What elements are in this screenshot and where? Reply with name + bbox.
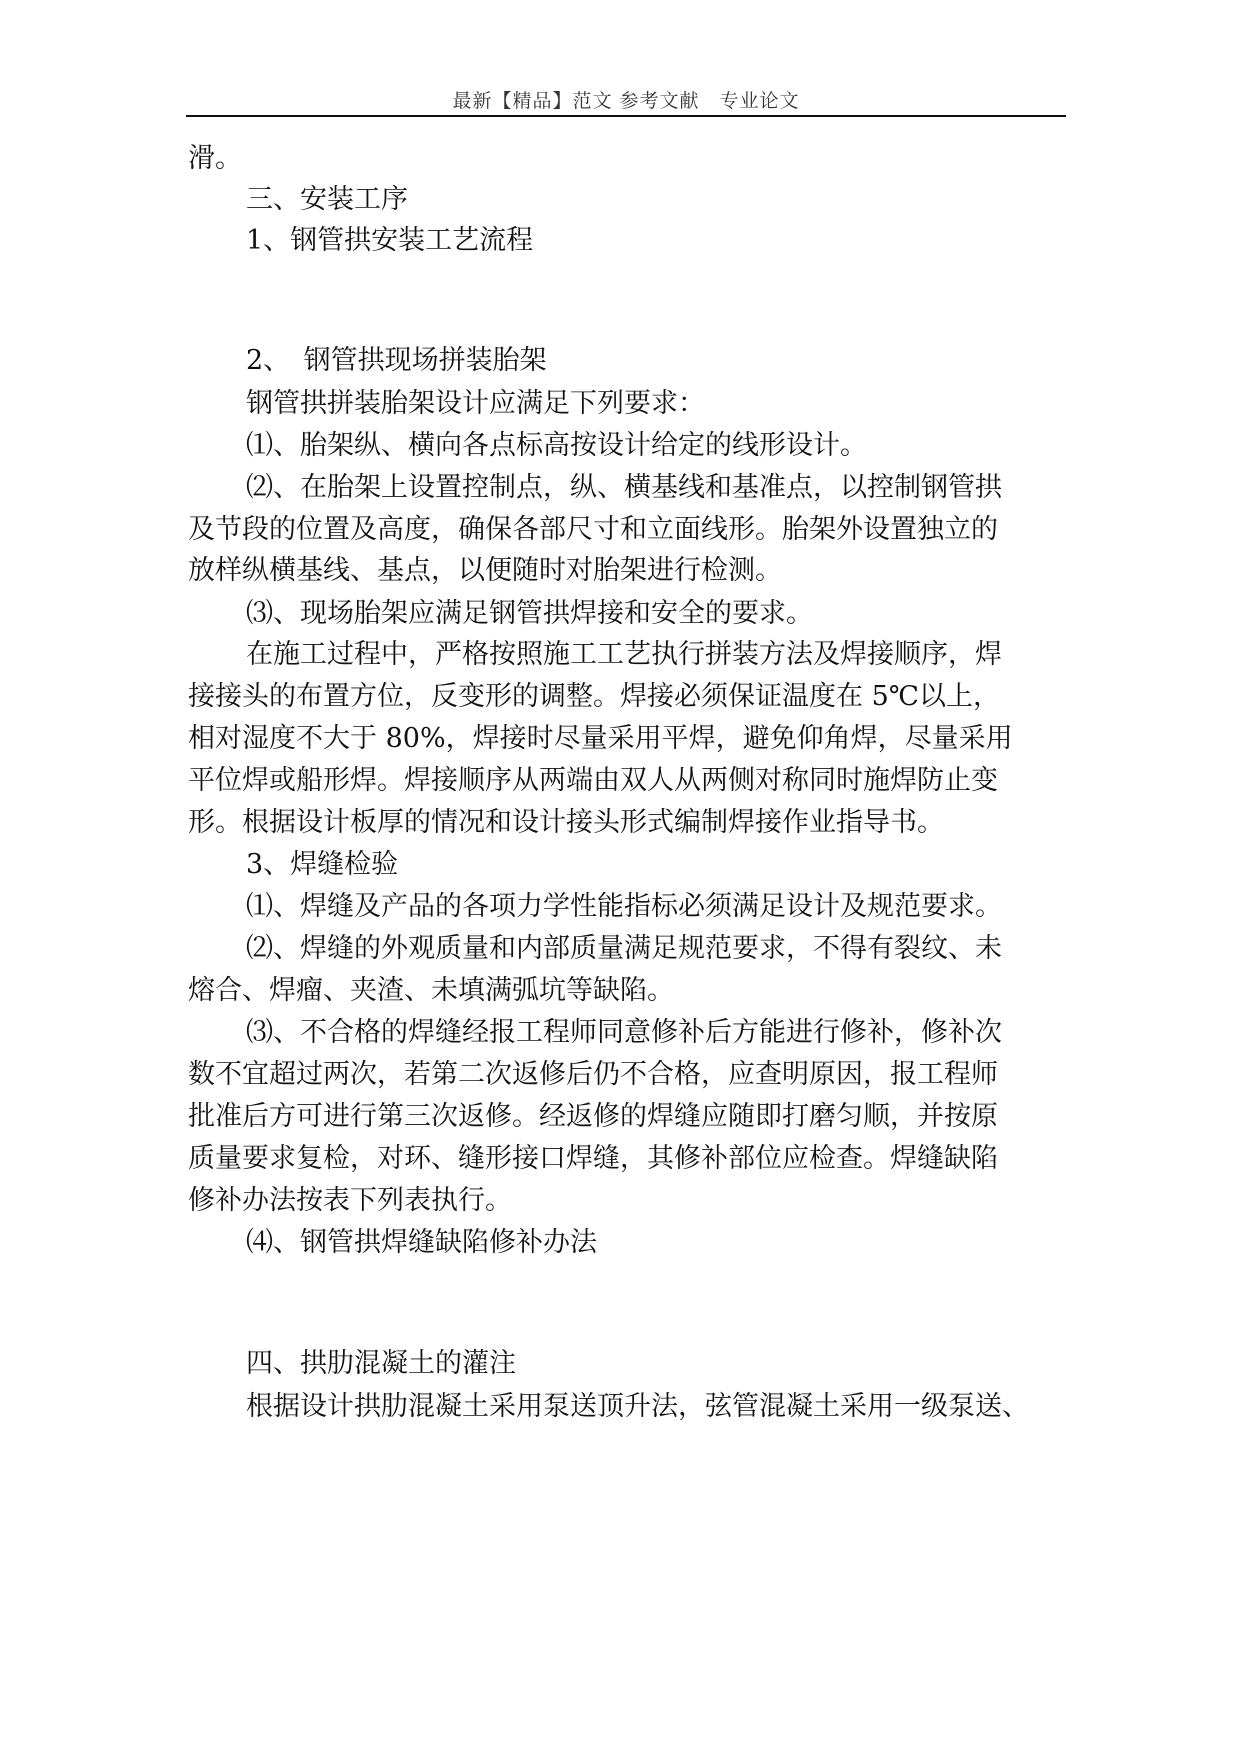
paragraph-line: 形。根据设计板厚的情况和设计接头形式编制焊接作业指导书。 [188, 807, 944, 838]
subsection-heading: 3、焊缝检验 [246, 849, 399, 880]
paragraph-line: 相对湿度不大于 80%，焊接时尽量采用平焊，避免仰角焊，尽量采用 [188, 723, 1013, 754]
paragraph-line: 质量要求复检，对环、缝形接口焊缝，其修补部位应检查。焊缝缺陷 [188, 1143, 998, 1174]
paragraph-line: 平位焊或船形焊。焊接顺序从两端由双人从两侧对称同时施焊防止变 [188, 765, 998, 796]
page-header: 最新【精品】范文 参考文献 专业论文 [452, 90, 800, 112]
list-item: ⑵、在胎架上设置控制点，纵、横基线和基准点，以控制钢管拱 [246, 472, 1002, 503]
list-item: ⑶、现场胎架应满足钢管拱焊接和安全的要求。 [246, 598, 813, 629]
paragraph-line: 滑。 [188, 143, 242, 174]
paragraph-line: 数不宜超过两次，若第二次返修后仍不合格，应查明原因，报工程师 [188, 1059, 998, 1090]
list-item: ⑴、焊缝及产品的各项力学性能指标必须满足设计及规范要求。 [246, 891, 1002, 922]
paragraph-line: 修补办法按表下列表执行。 [188, 1185, 512, 1216]
list-item: ⑷、钢管拱焊缝缺陷修补办法 [246, 1227, 597, 1258]
paragraph-line: 放样纵横基线、基点，以便随时对胎架进行检测。 [188, 555, 782, 586]
paragraph-line: 批准后方可进行第三次返修。经返修的焊缝应随即打磨匀顺，并按原 [188, 1101, 998, 1132]
subsection-heading: 1、钢管拱安装工艺流程 [246, 225, 534, 256]
paragraph-line: 接接头的布置方位，反变形的调整。焊接必须保证温度在 5℃以上， [188, 681, 1000, 712]
list-item: ⑵、焊缝的外观质量和内部质量满足规范要求，不得有裂纹、未 [246, 933, 1002, 964]
list-item: ⑴、胎架纵、横向各点标高按设计给定的线形设计。 [246, 430, 867, 461]
section-heading: 三、安装工序 [246, 184, 408, 215]
paragraph-line: 及节段的位置及高度，确保各部尺寸和立面线形。胎架外设置独立的 [188, 514, 998, 545]
paragraph-line: 在施工过程中，严格按照施工工艺执行拼装方法及焊接顺序，焊 [246, 639, 1002, 670]
subsection-heading: 2、 钢管拱现场拼装胎架 [246, 345, 547, 376]
header-divider [186, 115, 1066, 117]
list-item: ⑶、不合格的焊缝经报工程师同意修补后方能进行修补，修补次 [246, 1017, 1002, 1048]
paragraph-line: 熔合、焊瘤、夹渣、未填满弧坑等缺陷。 [188, 975, 674, 1006]
paragraph-line: 根据设计拱肋混凝土采用泵送顶升法，弦管混凝土采用一级泵送、 [246, 1391, 1029, 1422]
section-heading: 四、拱肋混凝土的灌注 [246, 1348, 516, 1379]
paragraph-line: 钢管拱拼装胎架设计应满足下列要求： [246, 388, 705, 419]
